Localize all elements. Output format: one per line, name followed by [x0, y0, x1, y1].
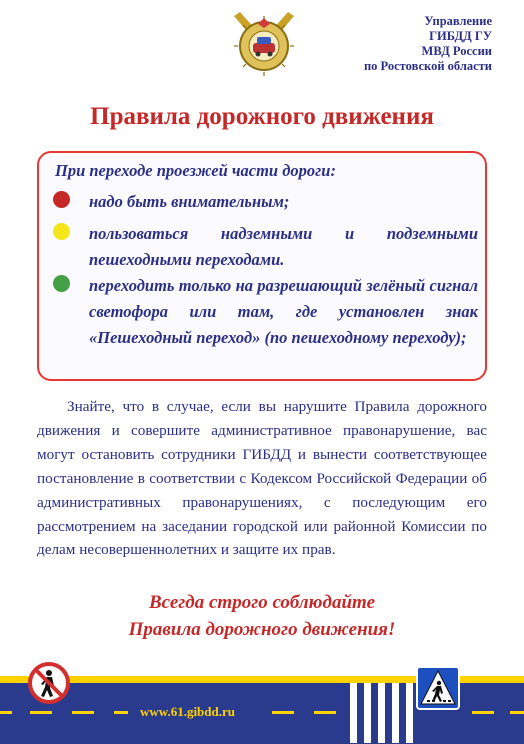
road-dash: [472, 711, 494, 714]
crosswalk-stripe: [406, 683, 413, 743]
slogan: [0, 589, 524, 643]
rules-heading: При переходе проезжей части дороги:: [55, 161, 336, 180]
rule-text: пользоваться надземными и подземными пешеходными переходами.: [89, 224, 478, 269]
road-dash: [114, 711, 128, 714]
website-url[interactable]: www.61.gibdd.ru: [140, 704, 235, 719]
org-line: МВД России: [421, 44, 492, 58]
green-dot-icon: [53, 275, 70, 292]
no-pedestrians-sign-icon: [28, 662, 70, 704]
page-title: Правила дорожного движения: [90, 103, 434, 130]
slogan-line: Всегда строго соблюдайте: [149, 592, 375, 613]
rules-box: [37, 151, 487, 381]
pedestrian-crossing-sign-icon: [416, 666, 460, 710]
org-line: по Ростовской области: [363, 59, 492, 73]
road-dash: [272, 711, 294, 714]
red-dot-icon: [53, 191, 70, 208]
road-dash: [0, 711, 12, 714]
crosswalk-stripe: [350, 683, 357, 743]
organization-name: [364, 14, 492, 74]
crosswalk-stripe: [364, 683, 371, 743]
body-paragraph: Знайте, что в случае, если вы нарушите Правила дорожного движения и совершите административное правонарушение, вас могут остановить сотрудники ГИБДД и вынести соответствующее постановление в соответствии с Кодексом Российской Федерации об административных правонарушениях, с последующим его рассмотрением на заседании городской или районной Комиссии по делам несовершеннолетних и защите их прав.: [37, 398, 487, 559]
rule-text: переходить только на разрешающий зелёный сигнал светофора или там, где установлен знак «Пешеходный переход» (по пешеходному переходу);: [89, 276, 478, 347]
yellow-dot-icon: [53, 223, 70, 240]
rule-text: надо быть внимательным;: [89, 192, 290, 211]
org-line: ГИБДД ГУ: [429, 29, 492, 43]
org-line: Управление: [424, 14, 492, 28]
road-dash: [30, 711, 52, 714]
gibdd-emblem-icon: [228, 10, 300, 82]
slogan-line: Правила дорожного движения!: [128, 619, 396, 640]
crosswalk-stripe: [378, 683, 385, 743]
road-dash: [510, 711, 524, 714]
road-dash: [314, 711, 336, 714]
road-dash: [72, 711, 94, 714]
crosswalk-stripe: [392, 683, 399, 743]
